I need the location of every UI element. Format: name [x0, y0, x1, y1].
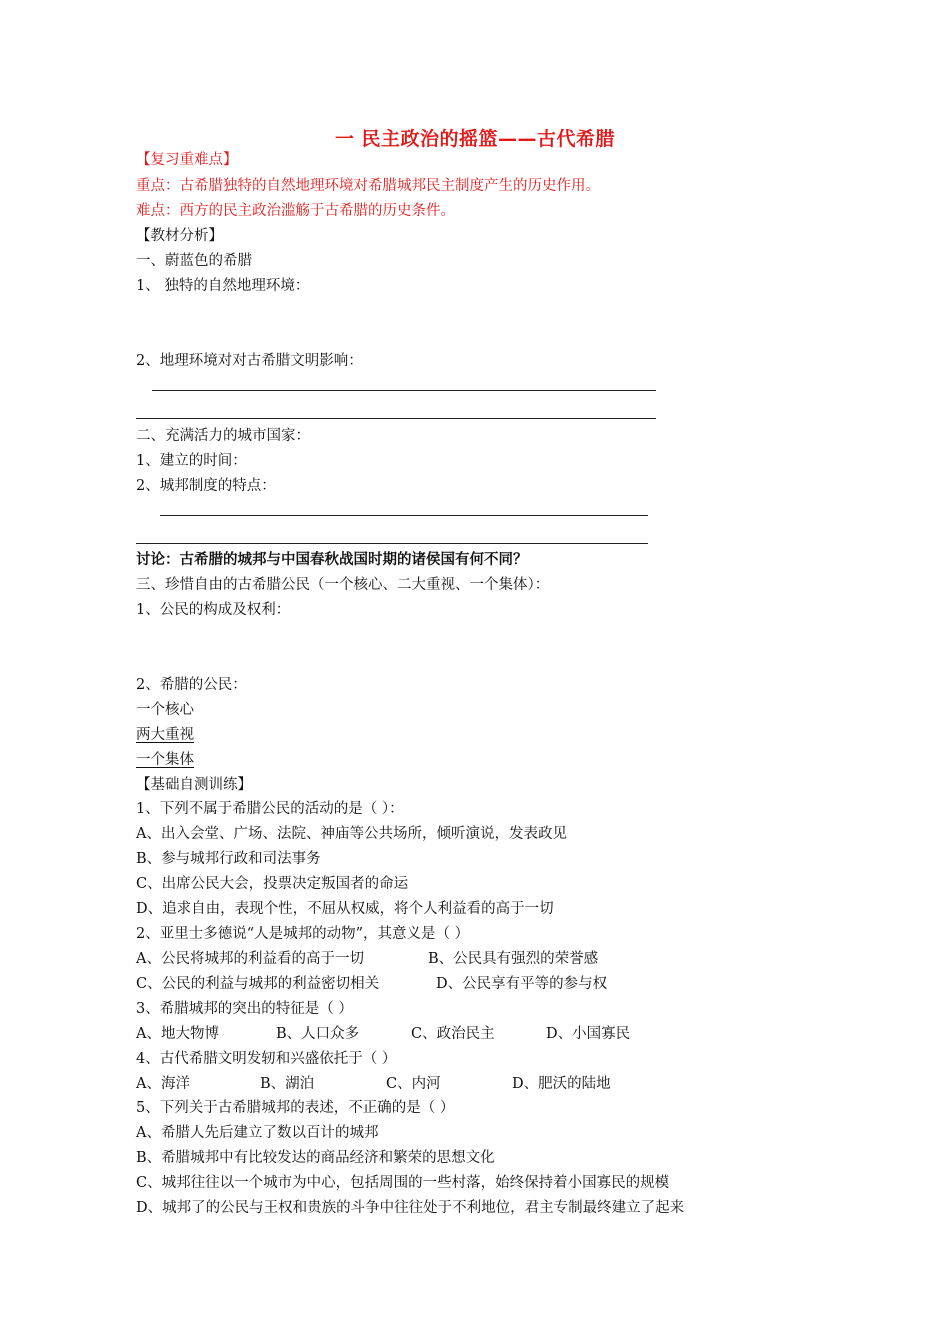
one-core: 一个核心	[136, 702, 194, 718]
q3-option-d: D、小国寡民	[546, 1026, 631, 1042]
q1-stem: 1、下列不属于希腊公民的活动的是（ ）：	[136, 801, 404, 817]
q4-option-a: A、海洋	[136, 1076, 190, 1092]
discussion-question: 讨论：古希腊的城邦与中国春秋战国时期的诸侯国有何不同？	[136, 552, 528, 568]
section-2-question-1: 1、建立的时间：	[136, 453, 247, 469]
q3-option-c: C、政治民主	[411, 1026, 495, 1042]
answer-line	[152, 390, 656, 391]
analysis-heading: 【教材分析】	[136, 228, 223, 244]
difficulty-point: 难点：西方的民主政治滥觞于古希腊的历史条件。	[136, 203, 455, 219]
q5-option-c: C、城邦往往以一个城市为中心，包括周围的一些村落，始终保持着小国寡民的规模	[136, 1175, 670, 1191]
page-title: 一 民主政治的摇篮——古代希腊	[334, 128, 616, 150]
section-2-question-2: 2、城邦制度的特点：	[136, 478, 276, 494]
q1-option-c: C、出席公民大会，投票决定叛国者的命运	[136, 876, 409, 892]
section-1-question-1: 1、 独特的自然地理环境：	[136, 278, 310, 294]
q2-option-a: A、公民将城邦的利益看的高于一切	[136, 951, 364, 967]
q3-option-a: A、地大物博	[136, 1026, 219, 1042]
q4-option-b: B、湖泊	[260, 1076, 315, 1092]
q4-stem: 4、古代希腊文明发轫和兴盛依托于（ ）	[136, 1051, 397, 1067]
q5-stem: 5、下列关于古希腊城邦的表述，不正确的是（ ）	[136, 1100, 455, 1116]
q2-stem: 2、亚里士多德说“人是城邦的动物”，其意义是（ ）	[136, 926, 470, 942]
q5-option-a: A、希腊人先后建立了数以百计的城邦	[136, 1125, 379, 1141]
q5-option-d: D、城邦了的公民与王权和贵族的斗争中往往处于不利地位，君主专制最终建立了起来	[136, 1200, 685, 1216]
answer-line	[136, 543, 648, 544]
answer-line	[136, 418, 656, 419]
q1-option-a: A、出入会堂、广场、法院、神庙等公共场所，倾听演说，发表政见	[136, 826, 567, 842]
section-3-question-2: 2、希腊的公民：	[136, 677, 247, 693]
one-collective: 一个集体	[136, 752, 194, 768]
practice-heading: 【基础自测训练】	[136, 777, 252, 793]
section-3-title: 三、珍惜自由的古希腊公民（一个核心、二大重视、一个集体）：	[136, 577, 550, 593]
section-2-title: 二、充满活力的城市国家：	[136, 428, 310, 444]
q1-option-b: B、参与城邦行政和司法事务	[136, 851, 321, 867]
two-emphases: 两大重视	[136, 727, 194, 743]
q2-option-b: B、公民具有强烈的荣誉感	[428, 951, 599, 967]
section-1-title: 一、蔚蓝色的希腊	[136, 253, 252, 269]
section-3-question-1: 1、公民的构成及权利：	[136, 602, 291, 618]
q4-option-d: D、肥沃的陆地	[512, 1076, 611, 1092]
answer-line	[160, 515, 648, 516]
section-1-question-2: 2、地理环境对对古希腊文明影响：	[136, 353, 363, 369]
key-point: 重点：古希腊独特的自然地理环境对希腊城邦民主制度产生的历史作用。	[136, 178, 600, 194]
q4-option-c: C、内河	[386, 1076, 441, 1092]
q2-option-d: D、公民享有平等的参与权	[436, 976, 608, 992]
q5-option-b: B、希腊城邦中有比较发达的商品经济和繁荣的思想文化	[136, 1150, 495, 1166]
q1-option-d: D、追求自由，表现个性，不屈从权威，将个人利益看的高于一切	[136, 901, 554, 917]
review-heading: 【复习重难点】	[136, 152, 238, 168]
q2-option-c: C、公民的利益与城邦的利益密切相关	[136, 976, 380, 992]
q3-stem: 3、希腊城邦的突出的特征是（ ）	[136, 1001, 353, 1017]
q3-option-b: B、人口众多	[276, 1026, 360, 1042]
